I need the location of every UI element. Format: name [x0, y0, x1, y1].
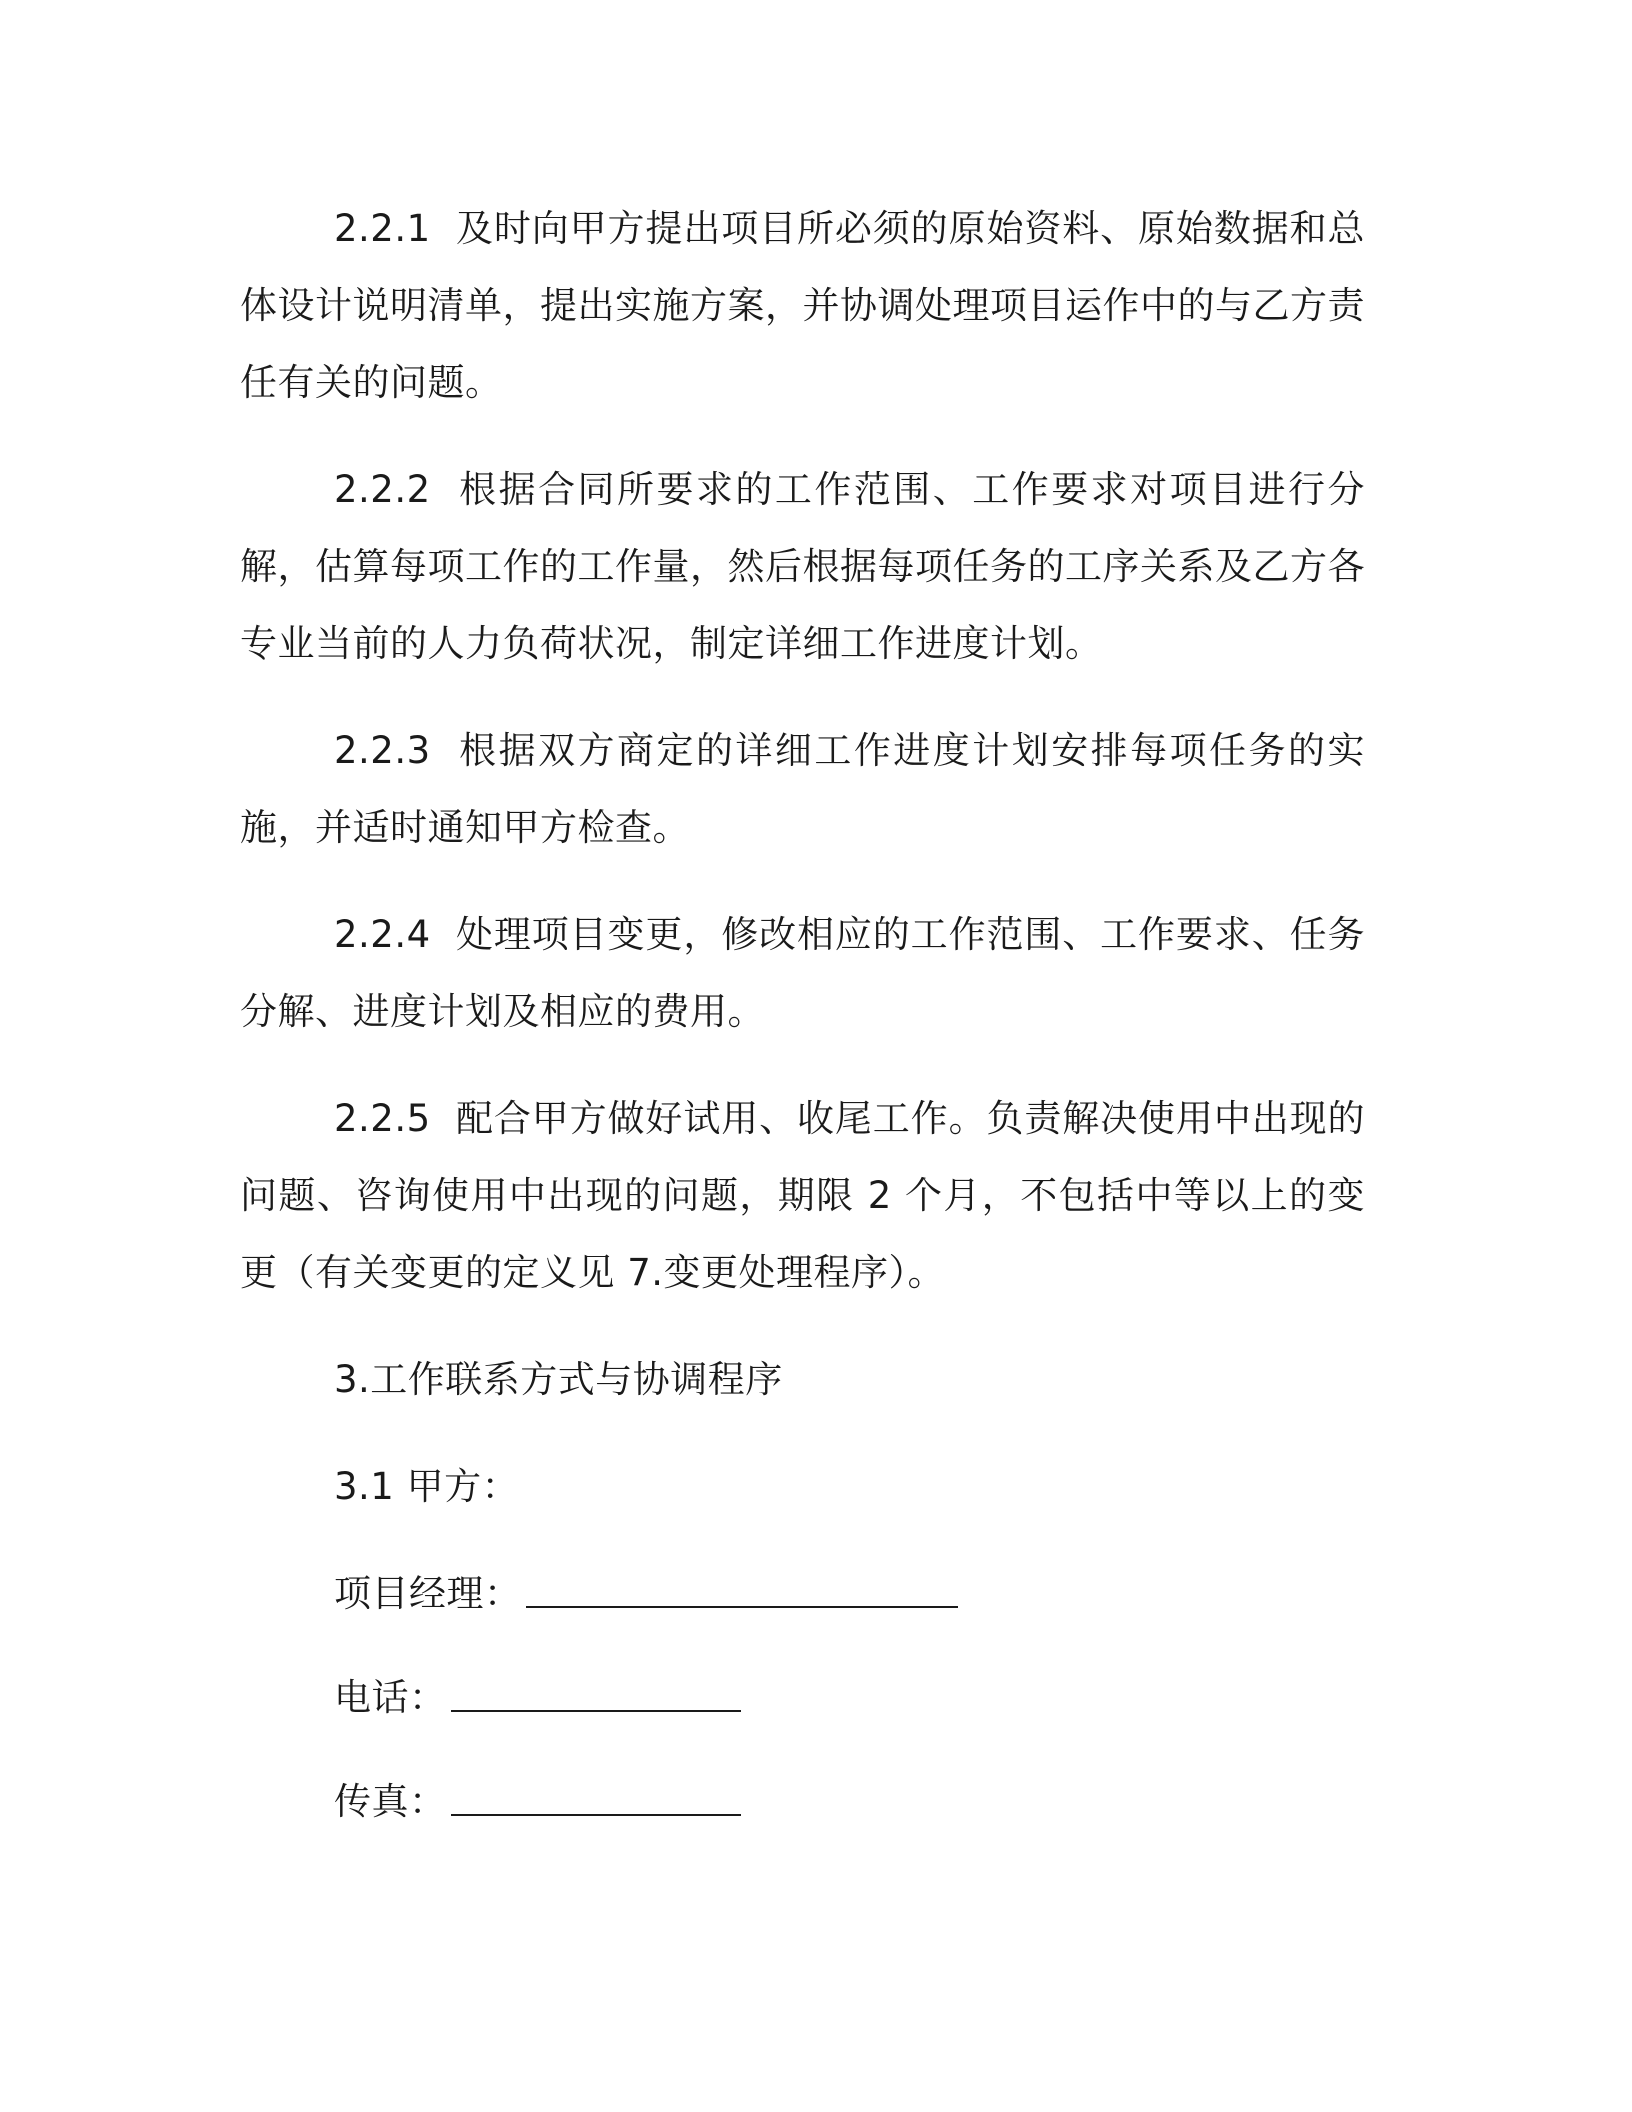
clause-text: 根据双方商定的详细工作进度计划安排每项任务的实施，并适时通知甲方检查。: [240, 729, 1365, 849]
fax-field: [334, 1763, 1365, 1840]
clause-text: 根据合同所要求的工作范围、工作要求对项目进行分解，估算每项工作的工作量，然后根据每项任务的工序关系及乙方各专业当前的人力负荷状况，制定详细工作进度计划。: [240, 468, 1365, 665]
fax-label: 传真：: [334, 1780, 447, 1823]
paragraph-2-2-1: [240, 190, 1365, 421]
party-a-heading: 3.1 甲方：: [334, 1465, 520, 1508]
clause-text: 及时向甲方提出项目所必须的原始资料、原始数据和总体设计说明清单，提出实施方案，并协调处理项目运作中的与乙方责任有关的问题。: [240, 207, 1365, 404]
phone-blank[interactable]: [451, 1680, 741, 1712]
phone-field: [334, 1659, 1365, 1736]
phone-label: 电话：: [334, 1676, 447, 1719]
project-manager-blank[interactable]: [526, 1576, 958, 1608]
paragraph-2-2-4: [240, 896, 1365, 1050]
paragraph-2-2-5: [240, 1080, 1365, 1311]
clause-text: 配合甲方做好试用、收尾工作。负责解决使用中出现的问题、咨询使用中出现的问题，期限 2 个月，不包括中等以上的变更（有关变更的定义见 7.变更处理程序）。: [240, 1097, 1365, 1294]
project-manager-label: 项目经理：: [334, 1572, 522, 1615]
document-page: [240, 190, 1365, 1867]
project-manager-field: [334, 1555, 1365, 1632]
clause-number: 2.2.3: [334, 729, 431, 772]
clause-text: 处理项目变更，修改相应的工作范围、工作要求、任务分解、进度计划及相应的费用。: [240, 913, 1365, 1033]
fax-blank[interactable]: [451, 1784, 741, 1816]
clause-number: 2.2.5: [334, 1097, 431, 1140]
paragraph-2-2-2: [240, 451, 1365, 682]
clause-number: 2.2.1: [334, 207, 431, 250]
clause-number: 2.2.2: [334, 468, 431, 511]
clause-number: 2.2.4: [334, 913, 431, 956]
paragraph-2-2-3: [240, 712, 1365, 866]
section-heading: 3.工作联系方式与协调程序: [334, 1358, 783, 1401]
